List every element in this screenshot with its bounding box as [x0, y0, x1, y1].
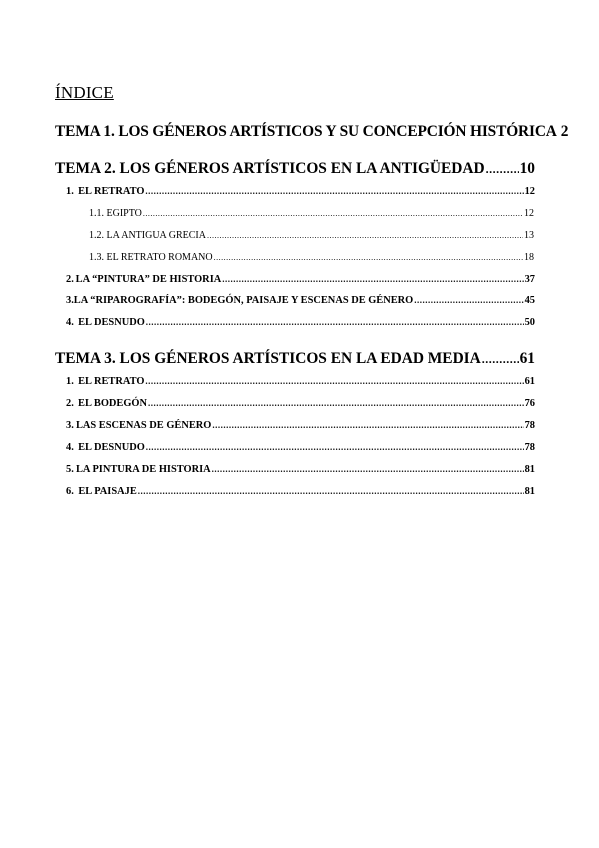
toc-entry-page: 37	[524, 274, 535, 285]
toc-entry-page: 2	[560, 123, 569, 140]
toc-entry-page: 81	[524, 464, 535, 475]
toc-entry-number: 3.	[66, 420, 74, 431]
toc-entry-page: 76	[524, 398, 535, 409]
toc-entry[interactable]	[55, 420, 535, 431]
toc-entry-number: 1.	[66, 376, 74, 387]
toc-entry-page: 78	[524, 442, 535, 453]
toc-entry[interactable]	[55, 295, 535, 306]
toc-subentry[interactable]	[89, 252, 534, 263]
toc-entry-title: EL PAISAJE	[78, 486, 137, 497]
toc-entry-title: LAS ESCENAS DE GÉNERO	[75, 420, 212, 431]
toc-entry-page: 45	[524, 295, 535, 306]
toc-dot-leader	[146, 442, 524, 452]
toc-dot-leader	[145, 376, 523, 386]
toc-entry-page: 13	[524, 230, 534, 241]
toc-dot-leader	[486, 162, 519, 177]
toc-entry[interactable]	[55, 274, 535, 285]
toc-entry-number: 1.	[66, 186, 74, 197]
toc-entry-number: 1.2.	[89, 230, 104, 241]
toc-entry-number: 2.	[66, 274, 74, 285]
toc-entry-number: 1.1.	[89, 208, 104, 219]
toc-entry-tema-3[interactable]	[55, 350, 535, 368]
toc-dot-leader	[207, 231, 523, 240]
toc-entry-title: EL RETRATO ROMANO	[106, 252, 213, 263]
toc-dot-leader	[143, 209, 523, 218]
toc-entry-title: LA “RIPAROGRAFÍA”: BODEGÓN, PAISAJE Y ESCENAS DE GÉNERO	[73, 295, 414, 306]
toc-entry-page: 50	[524, 317, 535, 328]
toc-dot-leader	[148, 398, 524, 408]
toc-dot-leader	[222, 274, 523, 284]
toc-entry-tema-1[interactable]	[55, 123, 569, 141]
toc-entry-title: TEMA 3. LOS GÉNEROS ARTÍSTICOS EN LA EDAD MEDIA	[55, 350, 481, 367]
toc-dot-leader	[212, 420, 523, 430]
toc-entry-page: 12	[524, 186, 535, 197]
toc-entry[interactable]	[55, 317, 535, 328]
toc-entry[interactable]	[55, 376, 535, 387]
toc-entry-number: 4.	[66, 317, 74, 328]
toc-dot-leader	[482, 352, 519, 367]
toc-entry-page: 61	[524, 376, 535, 387]
toc-entry-number: 1.3.	[89, 252, 104, 263]
toc-entry[interactable]	[55, 398, 535, 409]
toc-entry[interactable]	[55, 442, 535, 453]
toc-dot-leader	[146, 317, 524, 327]
toc-dot-leader	[138, 486, 524, 496]
toc-entry-title: LA ANTIGUA GRECIA	[106, 230, 206, 241]
toc-entry-number: 2.	[66, 398, 74, 409]
toc-entry-title: EL RETRATO	[78, 186, 145, 197]
toc-entry-title: EL RETRATO	[78, 376, 145, 387]
toc-entry-title: TEMA 1. LOS GÉNEROS ARTÍSTICOS Y SU CONCEPCIÓN HISTÓRICA	[55, 123, 557, 140]
toc-dot-leader	[145, 186, 523, 196]
toc-entry-page: 10	[519, 160, 535, 177]
toc-entry-page: 78	[524, 420, 535, 431]
toc-entry-title: EGIPTO	[106, 208, 142, 219]
index-heading: ÍNDICE	[55, 83, 114, 102]
toc-entry-title: LA “PINTURA” DE HISTORIA	[75, 274, 222, 285]
toc-entry[interactable]	[55, 464, 535, 475]
toc-entry-page: 81	[524, 486, 535, 497]
toc-entry-page: 12	[524, 208, 534, 219]
toc-entry-title: TEMA 2. LOS GÉNEROS ARTÍSTICOS EN LA ANTIGÜEDAD	[55, 160, 485, 177]
toc-entry-page: 18	[524, 252, 534, 263]
toc-dot-leader	[212, 464, 524, 474]
toc-entry[interactable]	[55, 486, 535, 497]
toc-entry-title: EL DESNUDO	[78, 442, 145, 453]
toc-entry-number: 5.	[66, 464, 74, 475]
toc-entry-number: 6.	[66, 486, 74, 497]
toc-entry-page: 61	[519, 350, 535, 367]
toc-subentry[interactable]	[89, 230, 534, 241]
toc-entry-title: LA PINTURA DE HISTORIA	[75, 464, 211, 475]
toc-entry-title: EL DESNUDO	[78, 317, 145, 328]
toc-entry[interactable]	[55, 186, 535, 197]
toc-dot-leader	[214, 253, 523, 262]
toc-entry-number: 4.	[66, 442, 74, 453]
toc-entry-number: 3.	[66, 295, 74, 306]
toc-entry-tema-2[interactable]	[55, 160, 535, 178]
toc-entry-title: EL BODEGÓN	[78, 398, 148, 409]
toc-dot-leader	[414, 295, 523, 305]
toc-subentry[interactable]	[89, 208, 534, 219]
